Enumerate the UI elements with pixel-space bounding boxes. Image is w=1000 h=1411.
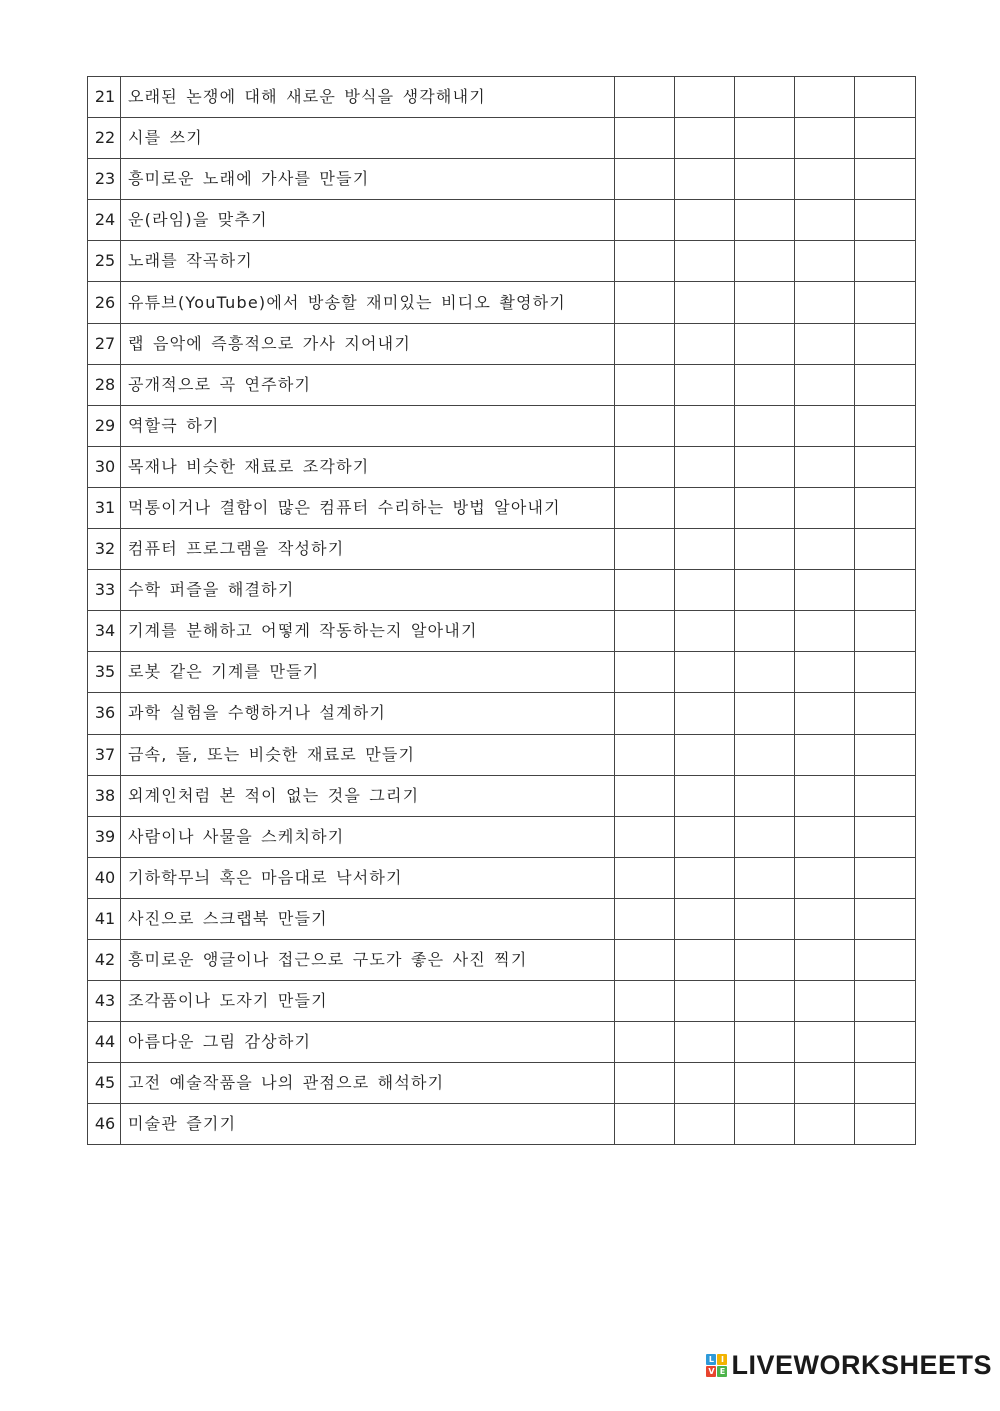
rating-cell-2[interactable] xyxy=(675,487,735,528)
rating-cell-1[interactable] xyxy=(615,529,675,570)
rating-cell-5[interactable] xyxy=(855,364,916,405)
rating-cell-5[interactable] xyxy=(855,159,916,200)
row-number: 27 xyxy=(88,323,121,364)
table-row xyxy=(88,446,916,487)
activity-text: 노래를 작곡하기 xyxy=(121,241,615,282)
activity-text: 아름다운 그림 감상하기 xyxy=(121,1022,615,1063)
rating-cell-2[interactable] xyxy=(675,734,735,775)
rating-cell-4[interactable] xyxy=(795,529,855,570)
activity-text: 컴퓨터 프로그램을 작성하기 xyxy=(121,529,615,570)
activity-text: 고전 예술작품을 나의 관점으로 해석하기 xyxy=(121,1063,615,1104)
rating-cell-3[interactable] xyxy=(735,405,795,446)
table-row xyxy=(88,1104,916,1145)
rating-cell-2[interactable] xyxy=(675,981,735,1022)
rating-cell-3[interactable] xyxy=(735,981,795,1022)
row-number: 40 xyxy=(88,857,121,898)
row-number: 34 xyxy=(88,611,121,652)
row-number: 42 xyxy=(88,939,121,980)
activity-text: 운(라임)을 맞추기 xyxy=(121,200,615,241)
row-number: 37 xyxy=(88,734,121,775)
rating-cell-4[interactable] xyxy=(795,570,855,611)
logo-square-v: V xyxy=(708,1366,715,1376)
row-number: 29 xyxy=(88,405,121,446)
rating-cell-4[interactable] xyxy=(795,323,855,364)
rating-cell-4[interactable] xyxy=(795,1104,855,1145)
activity-text: 조각품이나 도자기 만들기 xyxy=(121,981,615,1022)
activity-text: 미술관 즐기기 xyxy=(121,1104,615,1145)
rating-cell-2[interactable] xyxy=(675,939,735,980)
rating-cell-4[interactable] xyxy=(795,611,855,652)
table-row xyxy=(88,981,916,1022)
row-number: 33 xyxy=(88,570,121,611)
rating-cell-3[interactable] xyxy=(735,898,795,939)
rating-cell-4[interactable] xyxy=(795,693,855,734)
rating-cell-2[interactable] xyxy=(675,1063,735,1104)
row-number: 25 xyxy=(88,241,121,282)
rating-cell-2[interactable] xyxy=(675,857,735,898)
rating-cell-3[interactable] xyxy=(735,159,795,200)
rating-cell-1[interactable] xyxy=(615,77,675,118)
table-row xyxy=(88,775,916,816)
rating-cell-3[interactable] xyxy=(735,570,795,611)
rating-cell-4[interactable] xyxy=(795,981,855,1022)
table-row xyxy=(88,323,916,364)
rating-cell-2[interactable] xyxy=(675,364,735,405)
rating-cell-1[interactable] xyxy=(615,734,675,775)
activity-text: 역할극 하기 xyxy=(121,405,615,446)
rating-cell-4[interactable] xyxy=(795,405,855,446)
logo-text: LIVEWORKSHEETS xyxy=(731,1350,992,1380)
rating-cell-2[interactable] xyxy=(675,611,735,652)
row-number: 44 xyxy=(88,1022,121,1063)
row-number: 30 xyxy=(88,446,121,487)
rating-cell-3[interactable] xyxy=(735,1063,795,1104)
rating-cell-1[interactable] xyxy=(615,981,675,1022)
table-row xyxy=(88,816,916,857)
rating-cell-1[interactable] xyxy=(615,611,675,652)
rating-cell-5[interactable] xyxy=(855,323,916,364)
rating-cell-3[interactable] xyxy=(735,816,795,857)
rating-cell-5[interactable] xyxy=(855,529,916,570)
rating-cell-5[interactable] xyxy=(855,652,916,693)
activity-text: 공개적으로 곡 연주하기 xyxy=(121,364,615,405)
table-row xyxy=(88,405,916,446)
rating-cell-1[interactable] xyxy=(615,364,675,405)
rating-cell-2[interactable] xyxy=(675,570,735,611)
rating-cell-3[interactable] xyxy=(735,1104,795,1145)
rating-cell-3[interactable] xyxy=(735,77,795,118)
rating-cell-3[interactable] xyxy=(735,857,795,898)
rating-cell-1[interactable] xyxy=(615,652,675,693)
rating-cell-1[interactable] xyxy=(615,159,675,200)
rating-cell-2[interactable] xyxy=(675,323,735,364)
rating-cell-1[interactable] xyxy=(615,282,675,323)
activity-text: 로봇 같은 기계를 만들기 xyxy=(121,652,615,693)
rating-cell-3[interactable] xyxy=(735,364,795,405)
rating-cell-2[interactable] xyxy=(675,816,735,857)
rating-cell-5[interactable] xyxy=(855,405,916,446)
rating-cell-5[interactable] xyxy=(855,241,916,282)
row-number: 38 xyxy=(88,775,121,816)
rating-cell-3[interactable] xyxy=(735,118,795,159)
table-row xyxy=(88,118,916,159)
table-row xyxy=(88,487,916,528)
rating-cell-1[interactable] xyxy=(615,241,675,282)
rating-cell-1[interactable] xyxy=(615,857,675,898)
rating-cell-4[interactable] xyxy=(795,487,855,528)
rating-cell-2[interactable] xyxy=(675,282,735,323)
activity-text: 목재나 비슷한 재료로 조각하기 xyxy=(121,446,615,487)
rating-cell-2[interactable] xyxy=(675,1022,735,1063)
table-row xyxy=(88,1022,916,1063)
activity-text: 사람이나 사물을 스케치하기 xyxy=(121,816,615,857)
activity-text: 시를 쓰기 xyxy=(121,118,615,159)
row-number: 21 xyxy=(88,77,121,118)
liveworksheets-logo-icon xyxy=(706,1354,728,1378)
rating-cell-2[interactable] xyxy=(675,446,735,487)
rating-cell-1[interactable] xyxy=(615,118,675,159)
rating-cell-3[interactable] xyxy=(735,611,795,652)
table-row xyxy=(88,77,916,118)
rating-cell-5[interactable] xyxy=(855,898,916,939)
row-number: 41 xyxy=(88,898,121,939)
activity-text: 유튜브(YouTube)에서 방송할 재미있는 비디오 촬영하기 xyxy=(121,282,615,323)
table-row xyxy=(88,200,916,241)
rating-cell-4[interactable] xyxy=(795,77,855,118)
rating-cell-2[interactable] xyxy=(675,898,735,939)
rating-cell-3[interactable] xyxy=(735,529,795,570)
rating-cell-3[interactable] xyxy=(735,939,795,980)
activity-text: 사진으로 스크랩북 만들기 xyxy=(121,898,615,939)
rating-cell-5[interactable] xyxy=(855,981,916,1022)
rating-cell-2[interactable] xyxy=(675,118,735,159)
row-number: 46 xyxy=(88,1104,121,1145)
row-number: 24 xyxy=(88,200,121,241)
rating-cell-5[interactable] xyxy=(855,282,916,323)
logo-square-l: L xyxy=(706,1354,716,1365)
rating-cell-4[interactable] xyxy=(795,159,855,200)
row-number: 45 xyxy=(88,1063,121,1104)
rating-cell-1[interactable] xyxy=(615,1104,675,1145)
rating-cell-4[interactable] xyxy=(795,816,855,857)
rating-cell-4[interactable] xyxy=(795,857,855,898)
liveworksheets-logo xyxy=(706,1352,992,1379)
rating-cell-1[interactable] xyxy=(615,200,675,241)
rating-cell-4[interactable] xyxy=(795,1063,855,1104)
rating-cell-4[interactable] xyxy=(795,200,855,241)
row-number: 23 xyxy=(88,159,121,200)
rating-cell-5[interactable] xyxy=(855,200,916,241)
activity-text: 금속, 돌, 또는 비슷한 재료로 만들기 xyxy=(121,734,615,775)
activity-text: 흥미로운 앵글이나 접근으로 구도가 좋은 사진 찍기 xyxy=(121,939,615,980)
rating-cell-5[interactable] xyxy=(855,816,916,857)
rating-cell-4[interactable] xyxy=(795,775,855,816)
row-number: 28 xyxy=(88,364,121,405)
rating-cell-1[interactable] xyxy=(615,816,675,857)
rating-cell-4[interactable] xyxy=(795,898,855,939)
rating-cell-3[interactable] xyxy=(735,1022,795,1063)
rating-cell-3[interactable] xyxy=(735,487,795,528)
rating-cell-5[interactable] xyxy=(855,1022,916,1063)
rating-cell-1[interactable] xyxy=(615,898,675,939)
rating-cell-2[interactable] xyxy=(675,159,735,200)
rating-cell-5[interactable] xyxy=(855,446,916,487)
activity-text: 기하학무늬 혹은 마음대로 낙서하기 xyxy=(121,857,615,898)
rating-cell-3[interactable] xyxy=(735,734,795,775)
rating-cell-5[interactable] xyxy=(855,734,916,775)
row-number: 36 xyxy=(88,693,121,734)
table-row xyxy=(88,857,916,898)
rating-cell-2[interactable] xyxy=(675,652,735,693)
rating-cell-1[interactable] xyxy=(615,323,675,364)
rating-cell-1[interactable] xyxy=(615,405,675,446)
rating-cell-2[interactable] xyxy=(675,405,735,446)
activity-text: 과학 실험을 수행하거나 설계하기 xyxy=(121,693,615,734)
rating-cell-5[interactable] xyxy=(855,1063,916,1104)
activity-text: 랩 음악에 즉흥적으로 가사 지어내기 xyxy=(121,323,615,364)
rating-cell-2[interactable] xyxy=(675,775,735,816)
activity-text: 오래된 논쟁에 대해 새로운 방식을 생각해내기 xyxy=(121,77,615,118)
rating-cell-1[interactable] xyxy=(615,1063,675,1104)
rating-cell-5[interactable] xyxy=(855,1104,916,1145)
row-number: 32 xyxy=(88,529,121,570)
table-row xyxy=(88,570,916,611)
rating-cell-5[interactable] xyxy=(855,857,916,898)
activity-text: 수학 퍼즐을 해결하기 xyxy=(121,570,615,611)
rating-cell-5[interactable] xyxy=(855,77,916,118)
table-row xyxy=(88,364,916,405)
rating-cell-3[interactable] xyxy=(735,446,795,487)
rating-cell-5[interactable] xyxy=(855,487,916,528)
table-row xyxy=(88,693,916,734)
rating-cell-1[interactable] xyxy=(615,775,675,816)
table-row xyxy=(88,282,916,323)
rating-cell-3[interactable] xyxy=(735,282,795,323)
rating-cell-3[interactable] xyxy=(735,241,795,282)
rating-cell-2[interactable] xyxy=(675,200,735,241)
activity-text: 기계를 분해하고 어떻게 작동하는지 알아내기 xyxy=(121,611,615,652)
table-row xyxy=(88,159,916,200)
survey-table xyxy=(87,76,916,1145)
rating-cell-3[interactable] xyxy=(735,323,795,364)
table-row xyxy=(88,241,916,282)
rating-cell-2[interactable] xyxy=(675,693,735,734)
row-number: 31 xyxy=(88,487,121,528)
activity-text: 흥미로운 노래에 가사를 만들기 xyxy=(121,159,615,200)
rating-cell-4[interactable] xyxy=(795,734,855,775)
rating-cell-5[interactable] xyxy=(855,118,916,159)
rating-cell-2[interactable] xyxy=(675,77,735,118)
rating-cell-2[interactable] xyxy=(675,241,735,282)
rating-cell-3[interactable] xyxy=(735,652,795,693)
table-row xyxy=(88,898,916,939)
row-number: 39 xyxy=(88,816,121,857)
table-row xyxy=(88,611,916,652)
rating-cell-4[interactable] xyxy=(795,446,855,487)
table-body xyxy=(88,77,916,1145)
rating-cell-5[interactable] xyxy=(855,611,916,652)
rating-cell-4[interactable] xyxy=(795,364,855,405)
row-number: 26 xyxy=(88,282,121,323)
rating-cell-1[interactable] xyxy=(615,693,675,734)
rating-cell-4[interactable] xyxy=(795,652,855,693)
table-row xyxy=(88,652,916,693)
rating-cell-1[interactable] xyxy=(615,570,675,611)
rating-cell-2[interactable] xyxy=(675,1104,735,1145)
rating-cell-5[interactable] xyxy=(855,570,916,611)
rating-cell-1[interactable] xyxy=(615,939,675,980)
row-number: 22 xyxy=(88,118,121,159)
row-number: 43 xyxy=(88,981,121,1022)
rating-cell-1[interactable] xyxy=(615,446,675,487)
rating-cell-4[interactable] xyxy=(795,241,855,282)
activity-text: 외계인처럼 본 적이 없는 것을 그리기 xyxy=(121,775,615,816)
rating-cell-3[interactable] xyxy=(735,200,795,241)
rating-cell-3[interactable] xyxy=(735,775,795,816)
rating-cell-4[interactable] xyxy=(795,282,855,323)
rating-cell-1[interactable] xyxy=(615,487,675,528)
rating-cell-4[interactable] xyxy=(795,118,855,159)
table-row xyxy=(88,939,916,980)
rating-cell-4[interactable] xyxy=(795,939,855,980)
table-row xyxy=(88,529,916,570)
rating-cell-5[interactable] xyxy=(855,775,916,816)
rating-cell-5[interactable] xyxy=(855,693,916,734)
rating-cell-1[interactable] xyxy=(615,1022,675,1063)
activity-text: 먹통이거나 결함이 많은 컴퓨터 수리하는 방법 알아내기 xyxy=(121,487,615,528)
row-number: 35 xyxy=(88,652,121,693)
logo-square-i: I xyxy=(717,1354,727,1365)
table-row xyxy=(88,734,916,775)
rating-cell-5[interactable] xyxy=(855,939,916,980)
rating-cell-2[interactable] xyxy=(675,529,735,570)
rating-cell-4[interactable] xyxy=(795,1022,855,1063)
rating-cell-3[interactable] xyxy=(735,693,795,734)
logo-square-e: E xyxy=(717,1366,727,1377)
table-row xyxy=(88,1063,916,1104)
